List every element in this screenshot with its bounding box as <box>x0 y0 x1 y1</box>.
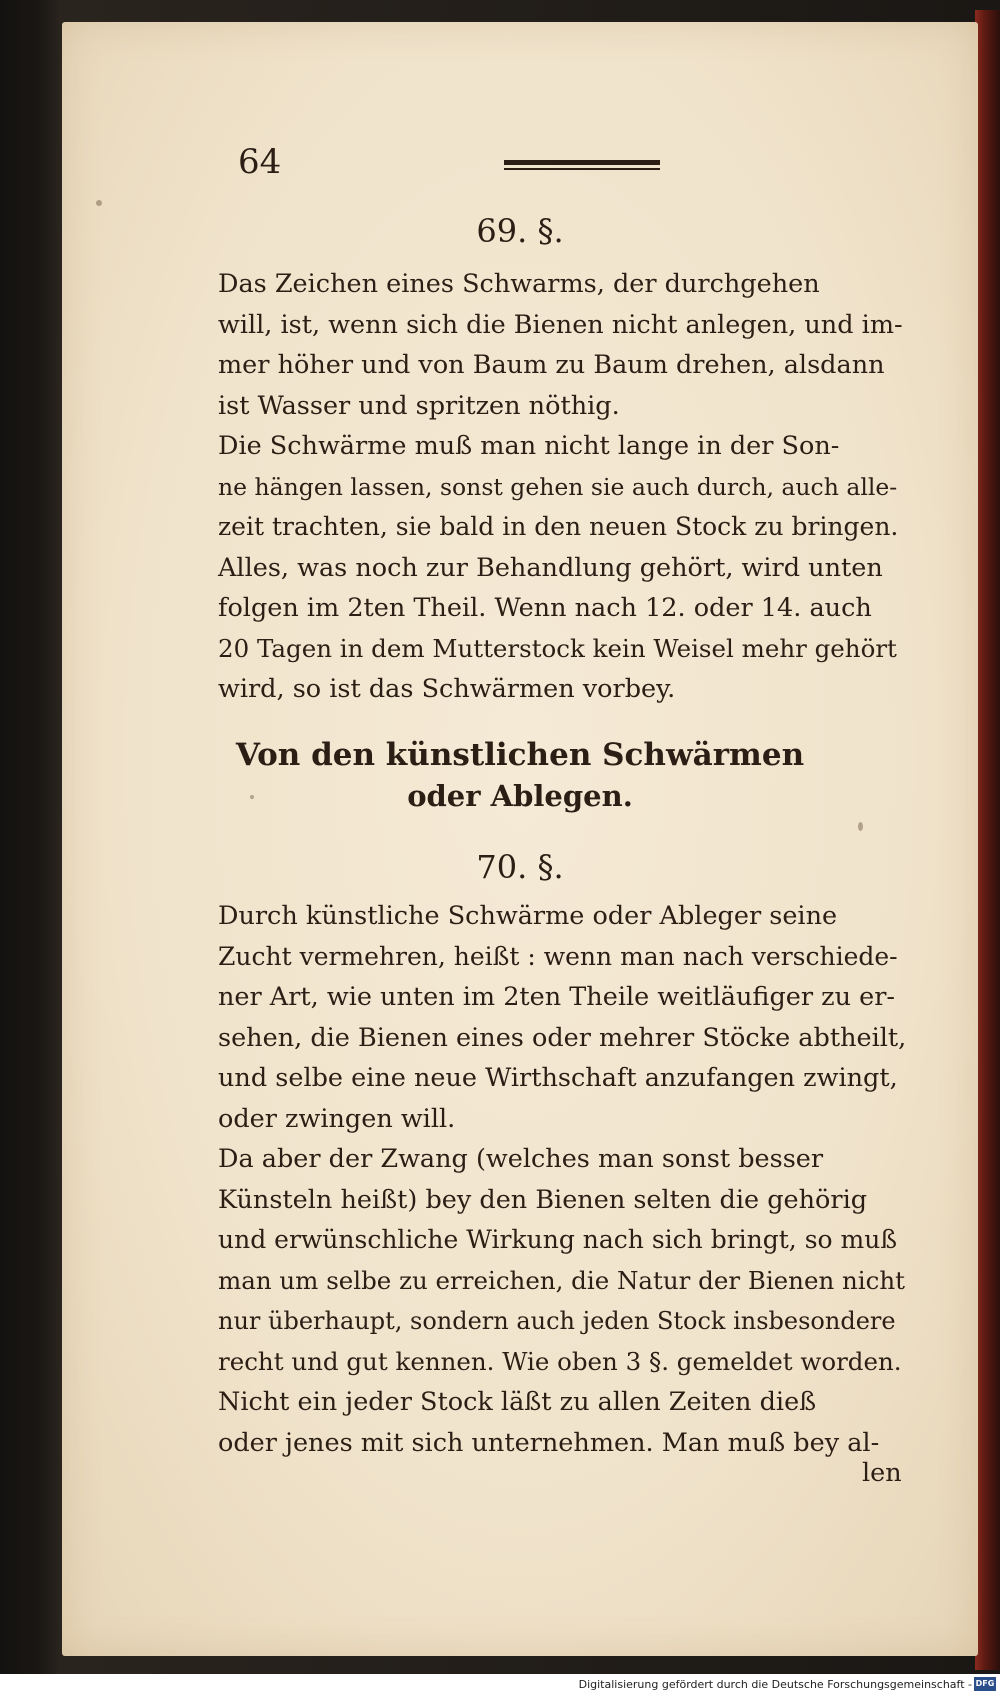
text-line: Alles, was noch zur Behandlung gehört, wird unten <box>218 552 883 583</box>
paragraph <box>218 1139 908 1382</box>
text-line: und selbe eine neue Wirthschaft anzufangen zwingt, <box>218 1063 898 1093</box>
paragraph <box>218 1382 908 1463</box>
text-line: Zucht vermehren, heißt : wenn man nach verschiede- <box>218 941 898 971</box>
book-edge <box>975 10 1000 1670</box>
heading-line: Von den künstlichen Schwärmen <box>235 737 805 773</box>
text-line: und erwünschliche Wirkung nach sich bringt, so muß <box>218 1225 898 1254</box>
heading-line: oder Ablegen. <box>407 779 633 813</box>
text-line: wird, so ist das Schwärmen vorbey. <box>218 674 676 704</box>
text-line: Künsteln heißt) bey den Bienen selten die gehörig <box>218 1184 868 1215</box>
section-70-body <box>218 896 908 1463</box>
text-line: Das Zeichen eines Schwarms, der durchgehen <box>218 269 820 299</box>
chapter-heading <box>62 734 978 816</box>
text-line: mer höher und von Baum zu Baum drehen, alsdann <box>218 350 885 380</box>
section-number-69: 69. §. <box>476 212 564 250</box>
text-line: Nicht ein jeder Stock läßt zu allen Zeiten dieß <box>218 1387 817 1417</box>
header-rule <box>504 156 660 174</box>
digitization-credit: Digitalisierung gefördert durch die Deutsche Forschungsgemeinschaft - <box>578 1678 972 1691</box>
dfg-logo: DFG <box>974 1677 996 1691</box>
page-number: 64 <box>238 142 282 182</box>
text-line: oder jenes mit sich unternehmen. Man muß bey al- <box>218 1427 880 1458</box>
section-number-70: 70. §. <box>476 848 564 886</box>
text-line: Durch künstliche Schwärme oder Ableger seine <box>218 901 838 931</box>
page-blemish <box>96 200 102 206</box>
text-line: folgen im 2ten Theil. Wenn nach 12. oder 14. auch <box>218 593 872 623</box>
text-line: ist Wasser und spritzen nöthig. <box>218 390 620 421</box>
paragraph <box>218 896 908 1139</box>
text-line: sehen, die Bienen eines oder mehrer Stöcke abtheilt, <box>218 1022 907 1053</box>
page-blemish <box>858 822 863 831</box>
text-line: nur überhaupt, sondern auch jeden Stock insbesondere <box>218 1307 896 1335</box>
text-line: recht und gut kennen. Wie oben 3 §. gemeldet worden. <box>218 1346 902 1376</box>
text-line: Da aber der Zwang (welches man sonst besser <box>218 1144 824 1174</box>
paragraph <box>218 264 908 426</box>
paragraph <box>218 426 908 710</box>
text-line: ner Art, wie unten im 2ten Theile weitläufiger zu er- <box>218 982 896 1012</box>
text-line: man um selbe zu erreichen, die Natur der Bienen nicht <box>218 1265 905 1295</box>
text-line: oder zwingen will. <box>218 1103 456 1134</box>
section-69-body <box>218 264 908 710</box>
text-line: 20 Tagen in dem Mutterstock kein Weisel mehr gehört <box>218 633 897 663</box>
text-line: Die Schwärme muß man nicht lange in der Son- <box>218 431 840 461</box>
catchword: len <box>862 1458 902 1488</box>
text-line: will, ist, wenn sich die Bienen nicht anlegen, und im- <box>218 309 903 340</box>
text-line: ne hängen lassen, sonst gehen sie auch durch, auch alle- <box>218 472 898 501</box>
text-line: zeit trachten, sie bald in den neuen Stock zu bringen. <box>218 512 899 541</box>
